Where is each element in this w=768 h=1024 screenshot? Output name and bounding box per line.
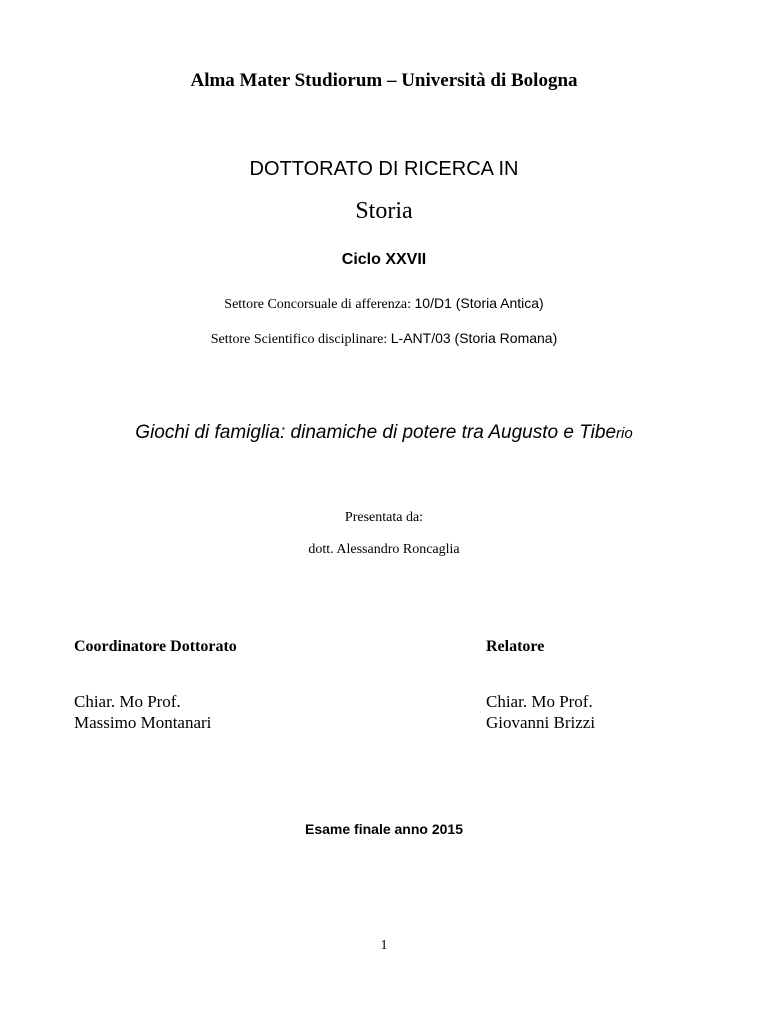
coordinator-heading: Coordinatore Dottorato: [74, 638, 237, 655]
settore-concorsuale-label: Settore Concorsuale di afferenza:: [224, 297, 415, 312]
coordinator-title: Chiar. Mo Prof.: [74, 692, 181, 711]
settore-scientifico-line: [0, 330, 768, 348]
thesis-title-main: Giochi di famiglia: dinamiche di potere tra Augusto e Tibe: [135, 422, 617, 443]
presented-by-label: Presentata da:: [344, 510, 424, 525]
author-name: dott. Alessandro Roncaglia: [308, 542, 460, 557]
university-name: Alma Mater Studiorum – Università di Bologna: [190, 70, 578, 91]
settore-scientifico-label: Settore Scientifico disciplinare:: [210, 332, 391, 347]
coordinator-name: Massimo Montanari: [74, 713, 212, 732]
doctorate-program-heading: DOTTORATO DI RICERCA IN: [249, 158, 519, 180]
doctorate-subject: Storia: [355, 198, 413, 224]
settore-concorsuale-value: 10/D1 (Storia Antica): [414, 295, 544, 311]
page-number: 1: [380, 938, 388, 953]
thesis-title-tail: rio: [616, 425, 633, 442]
thesis-title: [0, 422, 768, 444]
settore-scientifico-value: L-ANT/03 (Storia Romana): [390, 330, 558, 346]
advisor-name: Giovanni Brizzi: [486, 713, 596, 732]
settore-concorsuale-line: [0, 295, 768, 313]
advisor-heading: Relatore: [486, 638, 545, 655]
final-exam-year: Esame finale anno 2015: [305, 821, 463, 837]
doctorate-cycle: Ciclo XXVII: [341, 251, 427, 268]
advisor-title: Chiar. Mo Prof.: [486, 692, 593, 711]
